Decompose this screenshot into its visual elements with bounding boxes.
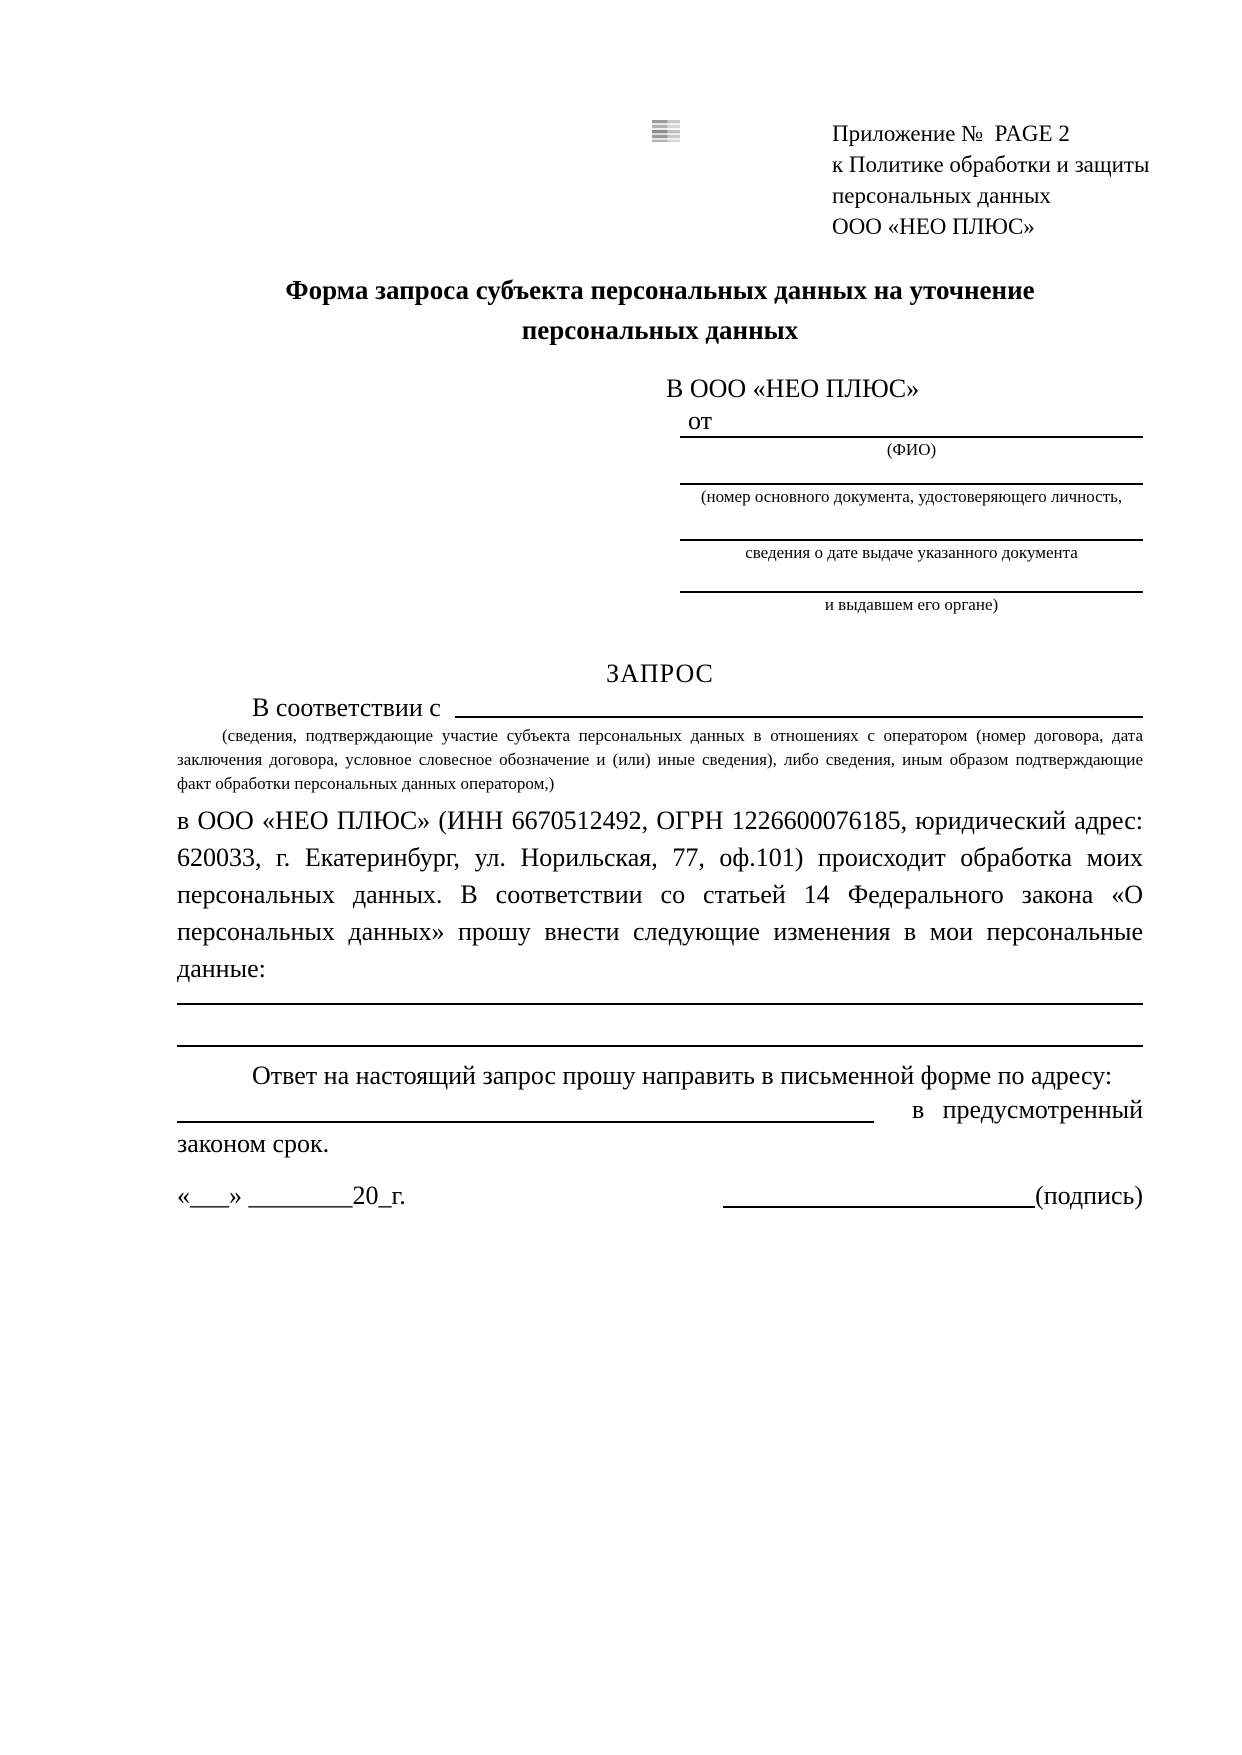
appendix-line-1: Приложение № PAGE 2 bbox=[832, 121, 1070, 146]
issuing-authority-caption: и выдавшем его органе) bbox=[824, 595, 999, 614]
issue-date-caption: сведения о дате выдаче указанного документа bbox=[745, 543, 1078, 562]
address-blank-line[interactable] bbox=[177, 1121, 874, 1123]
appendix-header bbox=[832, 118, 1150, 242]
signature-caption: (подпись) bbox=[1035, 1181, 1143, 1210]
appendix-line-2: к Политике обработки и защиты bbox=[832, 152, 1150, 177]
reply-terms-line3: законом срок. bbox=[177, 1129, 330, 1158]
appendix-line-3: персональных данных bbox=[832, 183, 1051, 208]
footer-row bbox=[177, 1179, 1143, 1213]
date-blank[interactable]: «___» ________20_г. bbox=[177, 1181, 406, 1210]
reply-terms-part1: в bbox=[912, 1095, 925, 1124]
form-title bbox=[177, 270, 1143, 350]
intro-text: В соответствии с bbox=[252, 693, 448, 722]
reply-instruction: Ответ на настоящий запрос прошу направить в письменной форме по адресу: bbox=[252, 1061, 1113, 1090]
addressee-block bbox=[666, 372, 1143, 617]
request-heading: ЗАПРОС bbox=[606, 659, 714, 688]
addressee-from-label: от bbox=[688, 406, 713, 435]
glitch-artifact-icon bbox=[652, 120, 680, 142]
form-title-line-1: Форма запроса субъекта персональных данных на уточнение bbox=[285, 275, 1035, 305]
legal-note: (сведения, подтверждающие участие субъекта персональных данных в отношениях с оператором (номер договора, дата заключения договора, условное словесное обозначение и (или) иные сведения), либо сведения, иным образом подтверждающие факт обработки персональных данных оператором,) bbox=[177, 726, 1143, 793]
intro-row bbox=[177, 694, 1143, 722]
appendix-line-4: ООО «НЕО ПЛЮС» bbox=[832, 214, 1035, 239]
reply-address-row bbox=[177, 1093, 1143, 1127]
doc-number-caption: (номер основного документа, удостоверяющего личность, bbox=[700, 487, 1123, 506]
fio-caption: (ФИО) bbox=[886, 440, 937, 459]
addressee-blanks bbox=[680, 436, 1143, 617]
signature-group bbox=[723, 1179, 1143, 1213]
form-title-line-2: персональных данных bbox=[521, 315, 799, 345]
reply-terms-part2: предусмотренный bbox=[942, 1095, 1143, 1124]
addressee-to: В ООО «НЕО ПЛЮС» bbox=[666, 374, 920, 403]
signature-blank-line[interactable] bbox=[723, 1206, 1035, 1208]
changes-blank-line-2[interactable] bbox=[177, 1045, 1143, 1047]
request-body: в ООО «НЕО ПЛЮС» (ИНН 6670512492, ОГРН 1226600076185, юридический адрес: 620033, г. Екатеринбург, ул. Норильская, 77, оф.101) происходит обработка моих персональных данных. В соответствии со статьей 14 Федерального закона «О персональных данных» прошу внести следующие изменения в мои персональные данные: bbox=[177, 806, 1143, 983]
basis-blank-line[interactable] bbox=[455, 716, 1143, 718]
changes-blank-line-1[interactable] bbox=[177, 1003, 1143, 1005]
